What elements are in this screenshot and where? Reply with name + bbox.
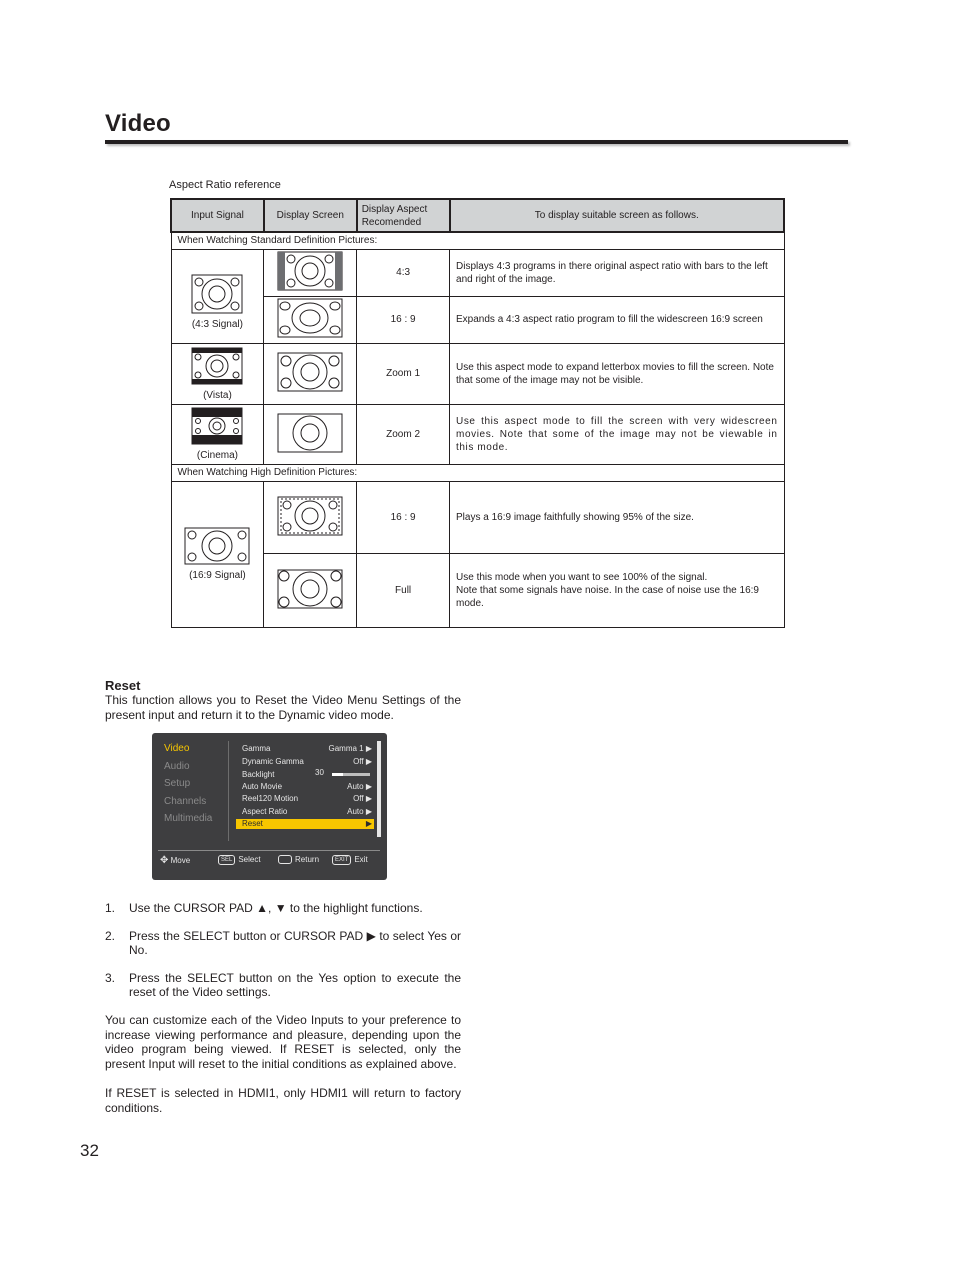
header-description: To display suitable screen as follows. bbox=[450, 199, 784, 232]
mode-label: 4:3 bbox=[357, 249, 450, 296]
osd-item-aspect-ratio: Aspect Ratio Auto ▶ bbox=[242, 807, 372, 816]
table-row bbox=[171, 404, 784, 464]
step-2: 2. Press the SELECT button or CURSOR PAD ▶ to select Yes or No. bbox=[105, 929, 461, 957]
table-caption: Aspect Ratio reference bbox=[169, 179, 281, 191]
mode-description: Plays a 16:9 image faithfully showing 95% of the size. bbox=[450, 481, 784, 553]
osd-category-setup: Setup bbox=[164, 778, 191, 789]
signal-169-label: (16:9 Signal) bbox=[189, 570, 246, 581]
aspect-ratio-table bbox=[170, 198, 785, 628]
screen-zoom2-cell bbox=[264, 404, 357, 464]
osd-item-reset: Reset ▶ bbox=[236, 819, 374, 829]
reset-intro: This function allows you to Reset the Video Menu Settings of the present input and return it to the Dynamic video mode. bbox=[105, 693, 461, 722]
osd-item-auto-movie: Auto Movie Auto ▶ bbox=[242, 782, 372, 791]
paragraph-customize: You can customize each of the Video Inputs to your preference to increase viewing performance and pleasure, depending upon the video program being viewed. If RESET is selected, only the present Input will reset to the initial conditions as explained above. bbox=[105, 1013, 461, 1071]
signal-169-cell bbox=[171, 481, 264, 627]
osd-item-backlight: Backlight 30 bbox=[242, 770, 372, 782]
step-3: 3. Press the SELECT button on the Yes option to execute the reset of the Video settings. bbox=[105, 971, 461, 999]
osd-footer-move: ✥ Move bbox=[160, 855, 191, 866]
screen-zoom2-icon bbox=[277, 413, 343, 453]
mode-label: 16 : 9 bbox=[357, 481, 450, 553]
move-arrows-icon: ✥ bbox=[160, 855, 169, 866]
table-row bbox=[171, 553, 784, 627]
screen-169-cell bbox=[264, 296, 357, 343]
signal-43-label: (4:3 Signal) bbox=[191, 319, 243, 330]
table-row bbox=[171, 249, 784, 296]
mode-description: Use this mode when you want to see 100% of the signal. Note that some signals have noise. In the case of noise use the 16:9 mode. bbox=[450, 553, 784, 627]
screen-43-cell bbox=[264, 249, 357, 296]
table-header-row bbox=[171, 199, 784, 232]
mode-description: Expands a 4:3 aspect ratio program to fill the widescreen 16:9 screen bbox=[450, 296, 784, 343]
arrow-right-icon: ▶ bbox=[365, 744, 372, 753]
osd-footer-divider bbox=[158, 850, 380, 851]
osd-menu-screenshot bbox=[152, 733, 387, 880]
osd-divider bbox=[228, 741, 229, 841]
section-hd: When Watching High Definition Pictures: bbox=[171, 464, 784, 481]
osd-category-list bbox=[164, 743, 224, 831]
mode-description: Use this aspect mode to fill the screen with very widescreen movies. Note that some of the image may not be viewable in this mode. bbox=[450, 404, 784, 464]
osd-category-video: Video bbox=[164, 743, 190, 754]
mode-label: 16 : 9 bbox=[357, 296, 450, 343]
arrow-right-icon: ▶ bbox=[365, 782, 372, 791]
backlight-slider bbox=[332, 773, 370, 776]
signal-43-cell bbox=[171, 249, 264, 343]
arrow-right-icon: ▶ bbox=[365, 794, 372, 803]
table-row bbox=[171, 481, 784, 553]
screen-43-pillarbox-icon bbox=[277, 251, 343, 291]
backlight-slider-fill bbox=[332, 773, 343, 776]
mode-description: Use this aspect mode to expand letterbox movies to fill the screen. Note that some of the image may not be visible. bbox=[450, 343, 784, 404]
arrow-right-icon: ▶ bbox=[365, 819, 372, 828]
table-row bbox=[171, 343, 784, 404]
osd-category-audio: Audio bbox=[164, 760, 190, 772]
signal-cinema-label: (Cinema) bbox=[196, 450, 238, 461]
mode-description: Displays 4:3 programs in there original aspect ratio with bars to the left and right of the image. bbox=[450, 249, 784, 296]
screen-full-icon bbox=[277, 569, 343, 609]
mode-label: Zoom 2 bbox=[357, 404, 450, 464]
header-display-aspect: Display Aspect Recomended bbox=[357, 199, 450, 232]
arrow-right-icon: ▶ bbox=[365, 757, 372, 766]
osd-footer-select: SEL Select bbox=[218, 855, 261, 865]
page-number: 32 bbox=[80, 1141, 99, 1160]
osd-footer-return: Return bbox=[278, 855, 319, 864]
screen-stretched-icon bbox=[277, 298, 343, 338]
signal-cinema-icon bbox=[191, 407, 243, 445]
osd-category-channels: Channels bbox=[164, 795, 207, 807]
osd-item-reel120: Reel120 Motion Off ▶ bbox=[242, 794, 372, 803]
header-input-signal: Input Signal bbox=[171, 199, 264, 232]
signal-vista-label: (Vista) bbox=[203, 389, 232, 401]
screen-zoom1-icon bbox=[277, 352, 343, 392]
screen-hd169-cell bbox=[264, 481, 357, 553]
paragraph-hdmi: If RESET is selected in HDMI1, only HDMI1 will return to factory conditions. bbox=[105, 1086, 461, 1115]
screen-zoom1-cell bbox=[264, 343, 357, 404]
page-title: Video bbox=[105, 110, 171, 137]
mode-label: Zoom 1 bbox=[357, 343, 450, 404]
step-1: 1. Use the CURSOR PAD ▲, ▼ to the highlight functions. bbox=[105, 901, 423, 915]
signal-169-icon bbox=[184, 527, 250, 565]
osd-item-dynamic-gamma: Dynamic Gamma Off ▶ bbox=[242, 757, 372, 766]
osd-category-multimedia: Multimedia bbox=[164, 813, 213, 824]
screen-full-cell bbox=[264, 553, 357, 627]
signal-cinema-cell bbox=[171, 404, 264, 464]
return-key-icon bbox=[278, 855, 292, 864]
mode-label: Full bbox=[357, 553, 450, 627]
osd-scrollbar bbox=[377, 741, 381, 837]
reset-heading: Reset bbox=[105, 678, 141, 693]
table-row bbox=[171, 296, 784, 343]
signal-vista-cell bbox=[171, 343, 264, 404]
arrow-right-icon: ▶ bbox=[365, 807, 372, 816]
sel-key-icon: SEL bbox=[218, 855, 235, 865]
screen-hd169-icon bbox=[277, 496, 343, 536]
osd-footer-exit: EXIT Exit bbox=[332, 855, 368, 865]
title-rule bbox=[105, 140, 848, 144]
signal-vista-icon bbox=[191, 347, 243, 385]
section-sd: When Watching Standard Definition Pictures: bbox=[171, 232, 784, 249]
signal-43-icon bbox=[191, 274, 243, 314]
header-display-screen: Display Screen bbox=[264, 199, 357, 232]
exit-key-icon: EXIT bbox=[332, 855, 351, 865]
osd-item-gamma: Gamma Gamma 1 ▶ bbox=[242, 744, 372, 753]
